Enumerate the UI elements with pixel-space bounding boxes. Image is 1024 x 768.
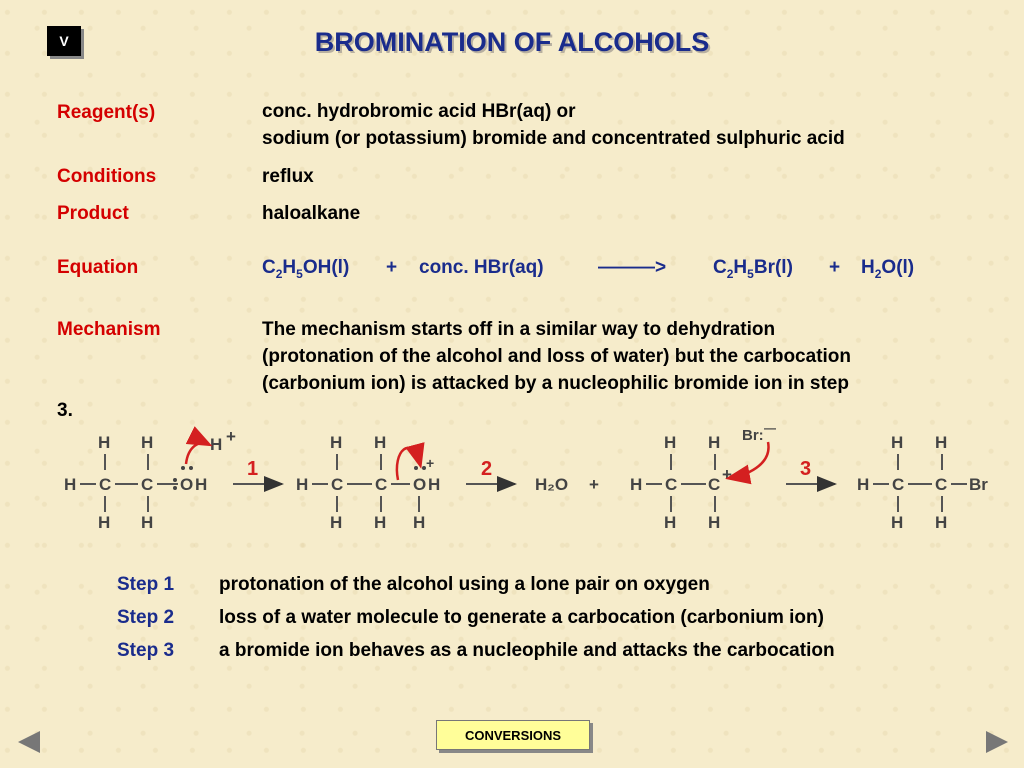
reagent-line-2: sodium (or potassium) bromide and concentrated sulphuric acid	[262, 128, 845, 149]
step-1-text: protonation of the alcohol using a lone pair on oxygen	[219, 574, 710, 595]
conditions-label: Conditions	[57, 166, 157, 187]
atom-h: H	[664, 513, 677, 532]
atom-h: H	[708, 513, 721, 532]
atom-h: H	[935, 433, 948, 452]
equation-label: Equation	[57, 257, 139, 278]
atom-h: H	[98, 513, 111, 532]
nav-menu-button[interactable]: V	[47, 26, 81, 56]
bromoethane-molecule	[857, 433, 988, 532]
atom-h: H	[296, 475, 309, 494]
mechanism-diagram	[0, 420, 1024, 540]
bromide-ion: Br:	[742, 427, 764, 444]
mechanism-label: Mechanism	[57, 319, 161, 340]
atom-h: H	[708, 433, 721, 452]
atom-h: H	[330, 433, 343, 452]
atom-h: H	[664, 433, 677, 452]
atom-c: C	[892, 475, 905, 494]
proton-h: H	[210, 435, 223, 454]
atom-h: H	[195, 475, 208, 494]
atom-h: H	[98, 433, 111, 452]
water-product: H₂O	[535, 475, 569, 494]
atom-h: H	[374, 433, 387, 452]
atom-c: C	[708, 475, 721, 494]
atom-h: H	[141, 513, 154, 532]
atom-h: H	[857, 475, 870, 494]
conversions-button[interactable]: CONVERSIONS	[436, 720, 590, 750]
atom-h: H	[891, 513, 904, 532]
page-title: BROMINATION OF ALCOHOLS	[314, 27, 710, 57]
step-1-label: Step 1	[117, 574, 175, 595]
atom-c: C	[141, 475, 154, 494]
equation-product: $C_2H_5Br(l)$	[713, 257, 793, 281]
equation-reactant: $C_2H_5OH(l)$	[262, 257, 350, 281]
reagent-line-1: conc. hydrobromic acid HBr(aq) or	[262, 101, 576, 122]
atom-c: C	[375, 475, 388, 494]
protonated-alcohol-molecule	[296, 433, 440, 532]
mechanism-line-4: 3.	[57, 400, 73, 421]
atom-o: O	[180, 475, 194, 494]
reagent-label: Reagent(s)	[57, 102, 156, 123]
atom-h: H	[141, 433, 154, 452]
previous-slide-icon[interactable]	[16, 730, 42, 754]
atom-br: Br	[969, 475, 988, 494]
atom-h: H	[374, 513, 387, 532]
step-2-label: Step 2	[117, 607, 175, 628]
plus-charge: +	[426, 455, 435, 471]
equation-arrow: ———>	[598, 257, 667, 278]
mechanism-line-3: (carbonium ion) is attacked by a nucleophilic bromide ion in step	[262, 373, 849, 394]
atom-h: H	[630, 475, 643, 494]
atom-h: H	[330, 513, 343, 532]
step-1-marker: 1	[247, 458, 259, 480]
atom-c: C	[935, 475, 948, 494]
next-slide-icon[interactable]	[984, 730, 1010, 754]
atom-c: C	[331, 475, 344, 494]
step-2-marker: 2	[481, 458, 493, 480]
mechanism-line-1: The mechanism starts off in a similar way to dehydration	[262, 319, 776, 340]
atom-h: H	[935, 513, 948, 532]
product-label: Product	[57, 203, 129, 224]
ethanol-molecule	[64, 427, 236, 532]
minus-charge: —	[764, 421, 776, 435]
equation-reagent: conc. HBr(aq)	[419, 257, 544, 278]
atom-o: O	[413, 475, 427, 494]
plus-sign: +	[589, 475, 599, 494]
mechanism-line-2: (protonation of the alcohol and loss of water) but the carbocation	[262, 346, 852, 367]
atom-h: H	[428, 475, 441, 494]
atom-h: H	[413, 513, 426, 532]
product-value: haloalkane	[262, 203, 361, 224]
atom-c: C	[665, 475, 678, 494]
equation-plus-2: +	[829, 257, 841, 278]
step-2-text: loss of a water molecule to generate a carbocation (carbonium ion)	[219, 607, 824, 628]
reagent-value	[262, 98, 845, 152]
conditions-value: reflux	[262, 166, 314, 187]
atom-c: C	[99, 475, 112, 494]
mechanism-text	[262, 316, 851, 397]
atom-h: H	[891, 433, 904, 452]
equation-plus-1: +	[386, 257, 398, 278]
equation-water: $H_2O(l)$	[861, 257, 915, 281]
plus-charge: +	[226, 427, 236, 446]
step-3-marker: 3	[800, 458, 812, 480]
plus-charge: +	[722, 465, 732, 484]
atom-h: H	[64, 475, 77, 494]
carbocation-molecule	[630, 421, 776, 532]
step-3-text: a bromide ion behaves as a nucleophile and attacks the carbocation	[219, 640, 835, 661]
step-3-label: Step 3	[117, 640, 175, 661]
